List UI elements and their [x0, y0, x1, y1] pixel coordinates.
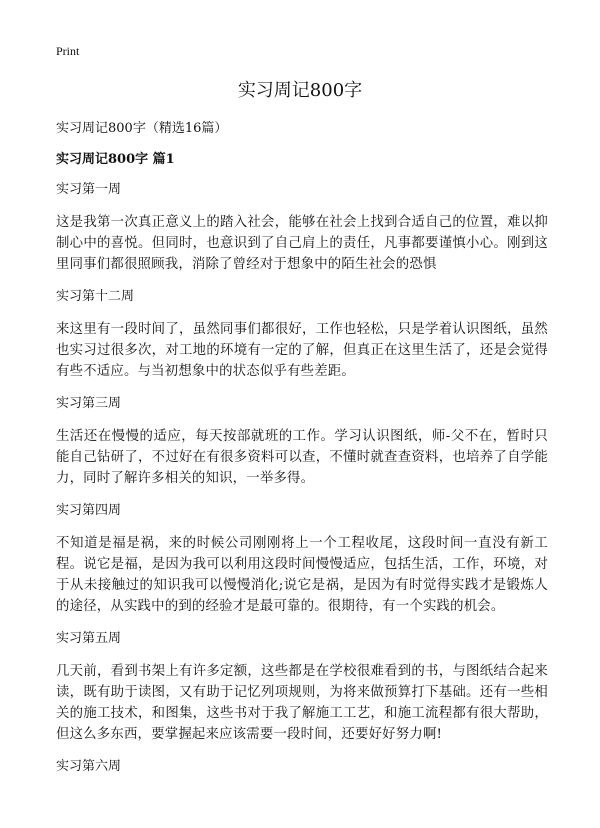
print-link[interactable]: Print — [56, 44, 80, 58]
week-paragraph: 来这里有一段时间了，虽然同事们都很好，工作也轻松，只是学着认识图纸，虽然也实习过很多次，对工地的环境有一定的了解，但真正在这里生活了，还是会觉得有些不适应。与当初想象中的状态似乎有些差距。 — [56, 322, 548, 379]
article-subtitle: 实习周记800字（精选16篇） — [56, 121, 228, 136]
week-paragraph: 几天前，看到书架上有许多定额，这些都是在学校很难看到的书，与图纸结合起来读，既有助于读图，又有助于记忆列项规则，为将来做预算打下基础。还有一些相关的施工技术，和图集，这些书对于我了解施工工艺，和施工流程都有很大帮助，但这么多东西，要掌握起来应该需要一段时间，还要好好努力啊! — [56, 664, 548, 742]
week-paragraph: 这是我第一次真正意义上的踏入社会，能够在社会上找到合适自己的位置，难以抑制心中的喜悦。但同时，也意识到了自己肩上的责任，凡事都要谨慎小心。刚到这里同事们都很照顾我，消除了曾经对于想象中的陌生社会的恐惧 — [56, 215, 548, 272]
week-label: 实习第四周 — [56, 503, 122, 518]
week-label: 实习第五周 — [56, 631, 122, 646]
week-paragraph: 生活还在慢慢的适应，每天按部就班的工作。学习认识图纸，师-父不在，暂时只能自己钻研了，不过好在有很多资料可以查，不懂时就查查资料，也培养了自学能力，同时了解许多相关的知识，一举多得。 — [56, 429, 548, 486]
week-label: 实习第十二周 — [56, 289, 135, 304]
week-label: 实习第一周 — [56, 182, 122, 197]
week-paragraph: 不知道是福是祸，来的时候公司刚刚将上一个工程收尾，这段时间一直没有新工程。说它是福，是因为我可以利用这段时间慢慢适应，包括生活，工作，环境，对于从未接触过的知识我可以慢慢消化;说它是祸，是因为有时觉得实践才是锻炼人的途径，从实践中的到的经验才是最可靠的。很期待，有一个实践的机会。 — [56, 536, 548, 614]
section-heading: 实习周记800字 篇1 — [56, 152, 175, 167]
article-body — [56, 121, 548, 789]
week-label: 实习第六周 — [56, 759, 122, 774]
page-title: 实习周记800字 — [237, 80, 363, 101]
week-label: 实习第三周 — [56, 396, 122, 411]
